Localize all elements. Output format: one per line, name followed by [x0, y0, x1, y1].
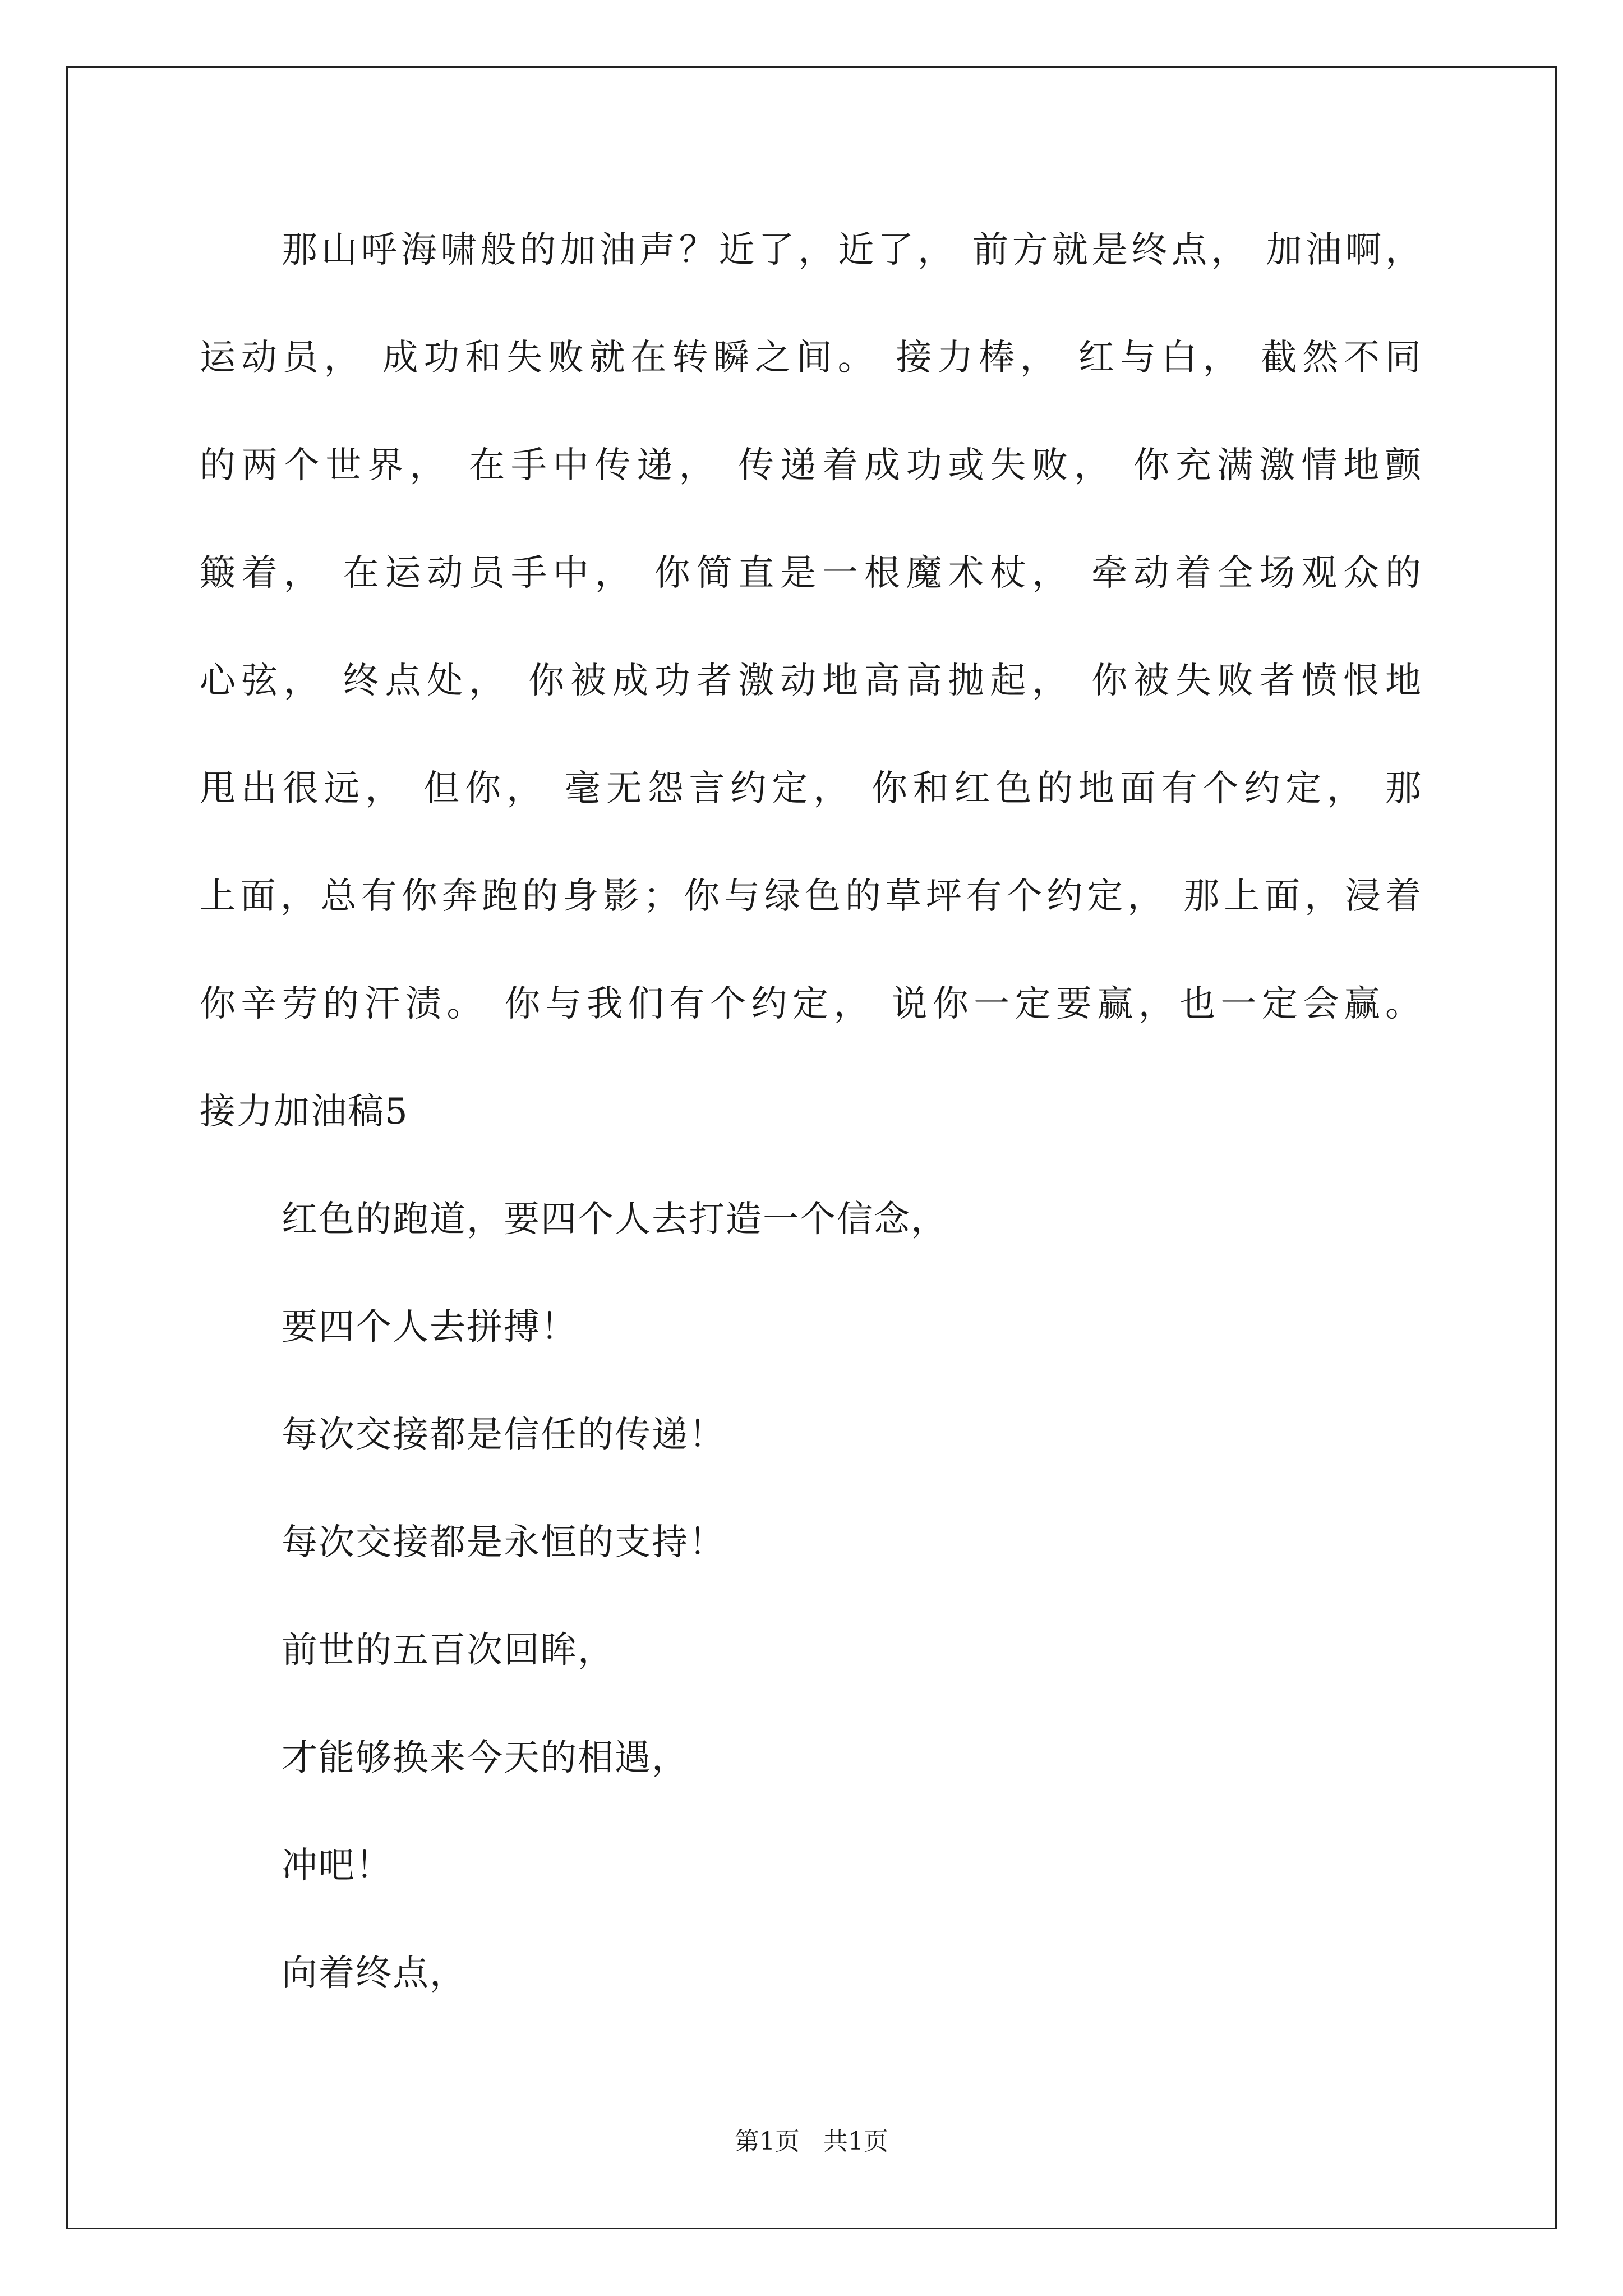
paragraph-line: 簸着， 在运动员手中， 你简直是一根魔术杖， 牵动着全场观众的: [200, 553, 1422, 594]
poem-line: 每次交接都是信任的传递！: [282, 1414, 726, 1456]
paragraph-line: 你辛劳的汗渍。 你与我们有个约定， 说你一定要赢，也一定会赢。: [200, 983, 1422, 1025]
section-heading: 接力加油稿5: [200, 1091, 409, 1133]
paragraph-line: 甩出很远， 但你， 毫无怨言约定， 你和红色的地面有个约定， 那: [200, 768, 1422, 809]
paragraph-line: 运动员， 成功和失败就在转瞬之间。 接力棒， 红与白， 截然不同: [200, 337, 1422, 379]
poem-line: 冲吧！: [282, 1845, 393, 1887]
poem-line: 每次交接都是永恒的支持！: [282, 1522, 726, 1563]
paragraph-line: 的两个世界， 在手中传递， 传递着成功或失败， 你充满激情地颤: [200, 445, 1422, 486]
paragraph-line: 心弦， 终点处， 你被成功者激动地高高抛起， 你被失败者愤恨地: [200, 660, 1422, 702]
paragraph-line: 上面，总有你奔跑的身影；你与绿色的草坪有个约定， 那上面，浸着: [200, 876, 1422, 917]
poem-line: 要四个人去拼搏！: [282, 1306, 578, 1348]
poem-line: 向着终点，: [282, 1953, 467, 1994]
paragraph-line: 那山呼海啸般的加油声？近了，近了， 前方就是终点， 加油啊，: [282, 229, 1422, 271]
page-footer: [0, 2125, 1623, 2159]
poem-line: 红色的跑道，要四个人去打造一个信念，: [282, 1199, 948, 1240]
page-number: 第1页: [735, 2127, 800, 2156]
poem-line: 前世的五百次回眸，: [282, 1630, 615, 1671]
page-border: [66, 66, 1557, 2229]
poem-line: 才能够换来今天的相遇，: [282, 1737, 689, 1779]
page-total: 共1页: [823, 2127, 888, 2156]
